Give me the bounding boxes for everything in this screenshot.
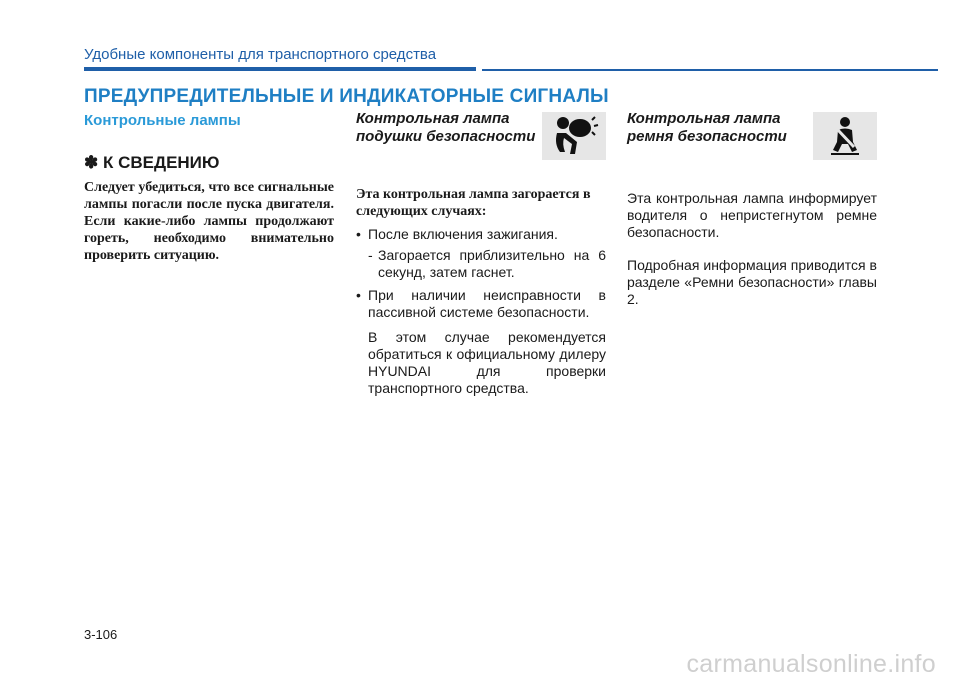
info-text: Следует убедиться, что все сигнальные лампы погасли после пуска двигателя. Если какие-либо лампы продолжают гореть, необходимо внимательно проверить ситуацию. xyxy=(84,180,334,263)
seatbelt-icon-box xyxy=(813,112,877,160)
info-title: ✽ К СВЕДЕНИЮ xyxy=(84,153,220,172)
seatbelt-para-2: Подробная информация приводится в разделе «Ремни безопасности» главы 2. xyxy=(627,257,877,307)
airbag-bullet-2-cont: В этом случае рекомендуется обратиться к официальному дилеру HYUNDAI для проверки транспортного средства. xyxy=(368,329,606,396)
subtitle-warning-lamps: Контрольные лампы xyxy=(84,112,241,129)
right-column xyxy=(627,110,877,308)
seatbelt-lamp-title: Контрольная лампа ремня безопасности xyxy=(627,110,787,145)
airbag-dash-1: - Загорается приблизительно на 6 секунд, затем гаснет. xyxy=(356,247,606,281)
seatbelt-warning-icon xyxy=(823,114,867,158)
airbag-bullet-1: • После включения зажигания. xyxy=(356,226,606,243)
page-number: 3-106 xyxy=(84,627,118,642)
airbag-warning-icon xyxy=(548,114,600,158)
middle-column xyxy=(356,110,606,397)
left-column xyxy=(84,110,334,264)
airbag-lead: Эта контрольная лампа загорается в следующих случаях: xyxy=(356,187,591,219)
header-rule-thick xyxy=(84,67,476,71)
seatbelt-lamp-header xyxy=(627,110,877,174)
airbag-lamp-title: Контрольная лампа подушки безопасности xyxy=(356,110,536,145)
seatbelt-para-1: Эта контрольная лампа информирует водителя о непристегнутом ремне безопасности. xyxy=(627,190,877,240)
airbag-lamp-header xyxy=(356,110,606,174)
header-title: Удобные компоненты для транспортного средства xyxy=(84,46,437,63)
header-rule-thin xyxy=(482,69,938,71)
section-title: ПРЕДУПРЕДИТЕЛЬНЫЕ И ИНДИКАТОРНЫЕ СИГНАЛЫ xyxy=(84,86,609,107)
watermark: carmanualsonline.info xyxy=(686,650,936,678)
airbag-icon-box xyxy=(542,112,606,160)
airbag-bullet-2: • При наличии неисправности в пассивной системе безопасности. xyxy=(356,287,606,321)
